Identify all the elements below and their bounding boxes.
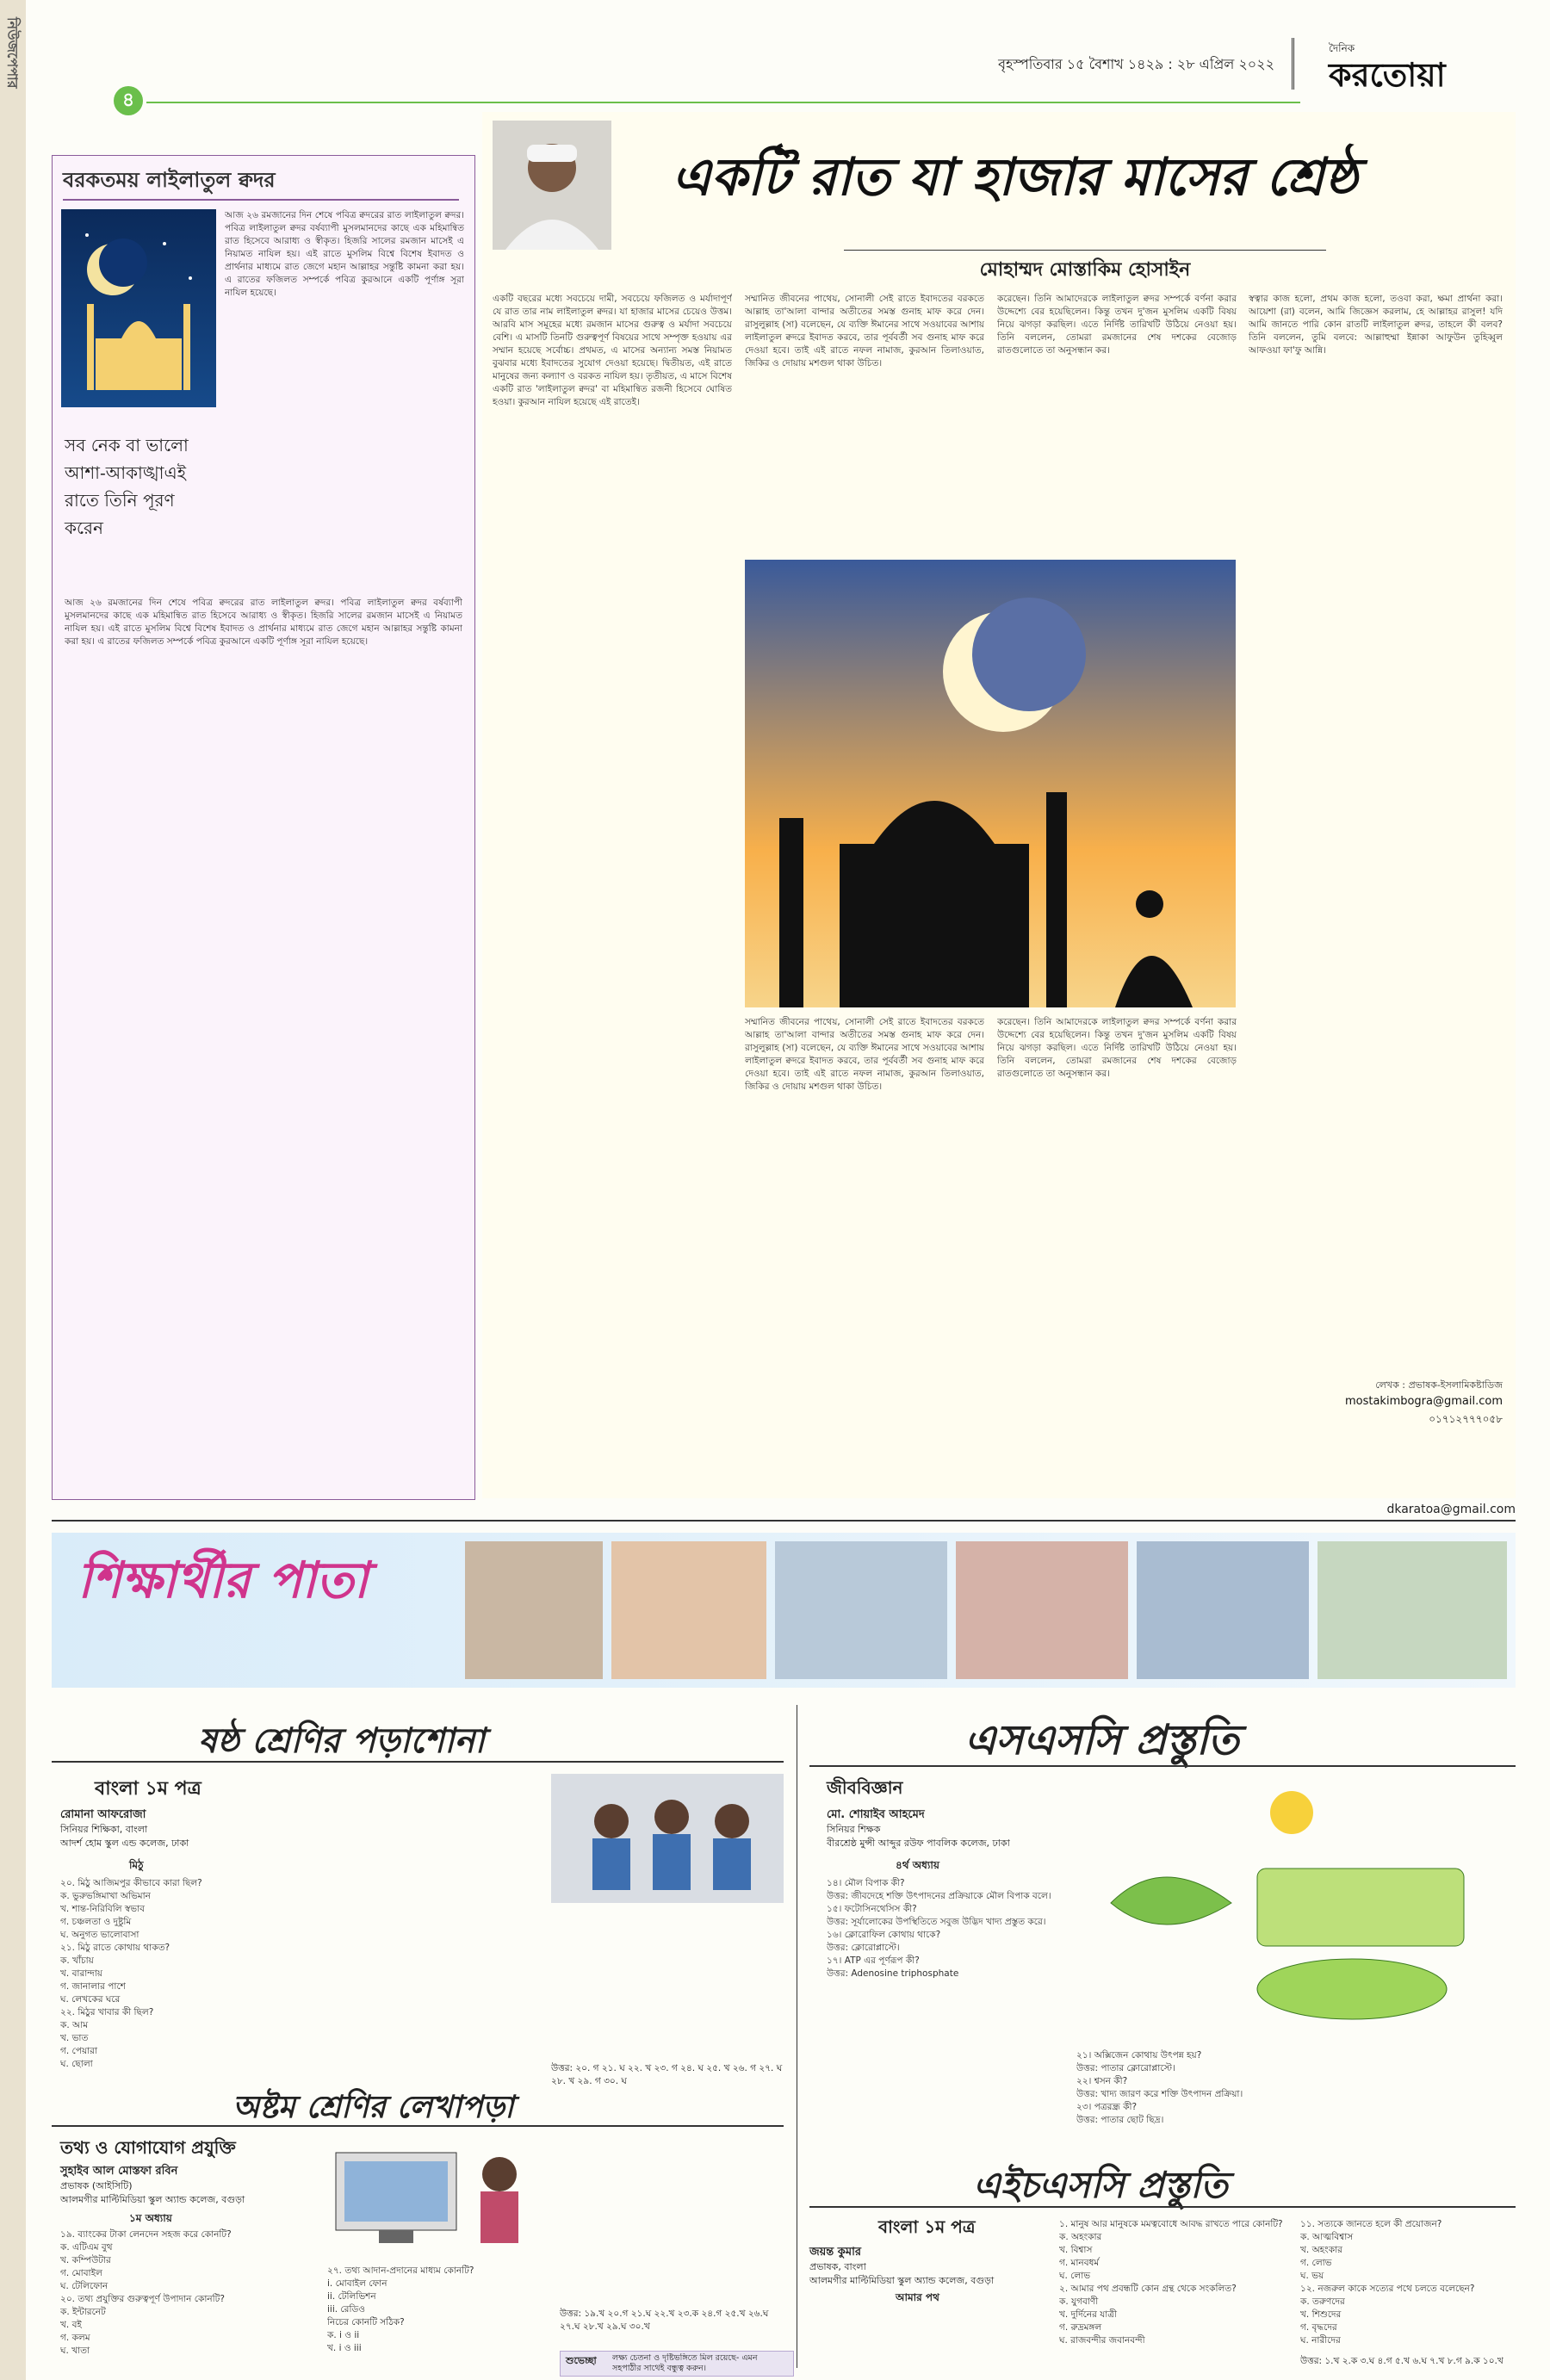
class8-option: ক. i ও ii: [327, 2330, 360, 2340]
ssc-answer: উত্তর: পাতার ছোট ছিদ্র।: [1076, 2115, 1164, 2125]
hsc-title-rule: [809, 2206, 1516, 2208]
class6-option: গ. পেয়ারা: [60, 2046, 97, 2056]
sidebar-quote: সব নেক বা ভালো আশা-আকাঙ্খাএই রাতে তিনি পূরণ করেন: [65, 435, 189, 538]
hsc-teacher: জয়ন্ত কুমার: [809, 2246, 862, 2259]
class8-question: ২০. তথ্য প্রযুক্তির গুরুত্বপূর্ণ উপাদান কোনটি?: [60, 2294, 225, 2304]
hsc-question: ১২. নজরুল কাকে সত্যের পথে চলতে বলেছেন?: [1300, 2284, 1475, 2294]
ssc-answer: উত্তর: সূর্যালোকের উপস্থিতিতে সবুজ উদ্ভিদ খাদ্য প্রস্তুত করে।: [827, 1917, 1046, 1927]
logo: [1292, 38, 1518, 94]
hsc-option: ঘ. রাজবন্দীর জবানবন্দী: [1059, 2335, 1145, 2346]
ssc-question: ১৫। ফটোসিনথেসিস কী?: [827, 1904, 917, 1914]
class8-answers: উত্তর: ১৯.খ ২০.গ ২১.ঘ ২২.খ ২৩.ক ২৪.গ ২৫.খ ২৬.ঘ ২৭.ঘ ২৮.খ ২৯.ঘ ৩০.খ: [560, 2309, 769, 2332]
hsc-option: ক. তরুণদের: [1300, 2296, 1345, 2307]
logo-prefix: দৈনিক: [1329, 42, 1355, 54]
hsc-option: গ. বৃদ্ধদের: [1300, 2322, 1337, 2333]
class6-title-rule: [52, 1761, 784, 1763]
hsc-option: গ. রুদ্রমঙ্গল: [1059, 2322, 1102, 2333]
class6-option: ঘ. অনুগত ভালোবাসা: [60, 1930, 140, 1940]
class8-question: ১৯. ব্যাংকের টাকা লেনদেন সহজ করে কোনটি?: [60, 2229, 232, 2240]
hsc-option: ঘ. ভয়: [1300, 2271, 1324, 2281]
hsc-option: ক. যুগবাণী: [1059, 2296, 1099, 2307]
hsc-questions-col1: [1059, 2218, 1292, 2347]
ssc-question: ২৩। পত্ররন্ধ্র কী?: [1076, 2102, 1138, 2112]
author-rule: [844, 250, 1326, 251]
hsc-question: ১১. সত্যকে জানতে হলে কী প্রয়োজন?: [1300, 2219, 1442, 2229]
hsc-question: ১. মানুষ আর মানুষকে মমত্ববোধে আবদ্ধ রাখতে পারে কোনটি?: [1059, 2219, 1283, 2229]
ssc-qa-col2: [1076, 2049, 1274, 2127]
ssc-answer: উত্তর: পাতার ক্লোরোপ্লাস্টে।: [1076, 2063, 1175, 2073]
notice-title: শুভেচ্ছা: [566, 2355, 597, 2366]
hsc-title: এইচএসসি প্রস্তুতি: [973, 2164, 1228, 2206]
author-email: mostakimbogra@gmail.com: [1344, 1395, 1503, 1408]
mosque-night-image: [61, 209, 216, 407]
ramadan-night-image: [745, 560, 1236, 1007]
leaf-sun-diagram-icon: [1076, 1774, 1507, 2032]
class6-option: ক. ভুরুভঙ্গিমাখা অভিমান: [60, 1891, 151, 1901]
class8-school: আলমগীর মাল্টিমিডিয়া স্কুল অ্যান্ড কলেজ, বগুড়া: [60, 2194, 245, 2205]
class8-title-rule: [52, 2125, 784, 2127]
hsc-subject: বাংলা ১ম পত্র: [878, 2216, 976, 2237]
class8-option: খ. বই: [60, 2320, 82, 2330]
feature-column-1: একটি বছরের মধ্যে সবচেয়ে দামী, সবচেয়ে ফজিলত ও মর্যাদাপূর্ণ যে রাত তার নাম লাইলাতুল ক্বদর। যা হাজার মাসের চেয়েও উত্তম। আরবি মাস সমূহের মধ্যে রমজান মাসের গুরুত্ব ও মর্যাদা সবচেয়ে বেশি। এ মাসটি তিনটি গুরুত্বপূর্ণ বিষয়ের সাথে সম্পৃক্ত হওয়ায় এর সম্মান হয়েছে সর্বোচ্চ। প্রথমত, এ মাসের অন্যান্য সমস্ত নিয়ামত বুঝবার মধ্যে ইবাদতের সুযোগ দেওয়া হয়েছে। দ্বিতীয়ত, এই রাতে মানুষের জন্য কল্যাণ ও বরকত নাযিল হয়। তৃতীয়ত, এ মাসে বিশেষ একটি রাত 'লাইলাতুল ক্বদর' বা মহিমান্বিত রজনী হিসেবে ঘোষিত হওয়া। কুরআন নাযিল হয়েছে এই রাতেই।: [493, 294, 732, 407]
class8-title: অষ্টম শ্রেণির লেখাপড়া: [232, 2089, 514, 2125]
date-line: বৃহস্পতিবার ১৫ বৈশাখ ১৪২৯ : ২৮ এপ্রিল ২০২২: [998, 56, 1274, 72]
class8-option: খ. i ও iii: [327, 2343, 362, 2353]
class8-option: গ. মোবাইল: [60, 2268, 102, 2278]
header-rule: [146, 102, 1300, 103]
students-banner-title: শিক্ষার্থীর পাতা: [78, 1551, 369, 1609]
class8-teacher: সুহাইব আল মোস্তফা রবিন: [60, 2165, 178, 2178]
class6-option: গ. জানালার পাশে: [60, 1981, 126, 1992]
ssc-answer: উত্তর: ক্লোরোপ্লাস্টে।: [827, 1943, 900, 1953]
logo-text: করতোয়া: [1329, 55, 1446, 94]
section-divider: [52, 1520, 1516, 1522]
classroom-photo: [551, 1774, 784, 1903]
sidebar-title-rule: [63, 199, 459, 201]
ssc-question: ১৬। ক্লোরোফিল কোথায় থাকে?: [827, 1930, 941, 1940]
class6-option: খ. বারান্দায়: [60, 1968, 102, 1979]
computer-user-icon: [327, 2135, 551, 2256]
hsc-option: ঘ. লোভ: [1059, 2271, 1091, 2281]
hsc-option: ক. অহংকার: [1059, 2232, 1102, 2242]
author-photo: [493, 121, 611, 250]
class8-questions-col1: [60, 2228, 319, 2358]
ssc-question: ২২। শ্বসন কী?: [1076, 2076, 1128, 2086]
class8-subject: তথ্য ও যোগাযোগ প্রযুক্তি: [60, 2137, 236, 2158]
sidebar-body-bottom: আজ ২৬ রমজানের দিন শেষে পবিত্র ক্বদরের রাত লাইলাতুল ক্বদর। পবিত্র লাইলাতুল ক্বদর বর্ষব্যাপী মুসলমানদের কাছে এক মহিমান্বিত রাত হিসেবে আরাধ্য ও স্বীকৃত। হিজরি সালের রমজান মাসেই এ নিয়ামত নাযিল হয়। এই রাতে মুসলিম বিশ্বে বিশেষ ইবাদত ও প্রার্থনার মাধ্যমে রাত জেগে মহান আল্লাহর সন্তুষ্টি কামনা করা হয়। এ রাতের ফজিলত সম্পর্কে পবিত্র কুরআনে একটি পূর্ণাঙ্গ সূরা নাযিল হয়েছে।: [65, 598, 462, 647]
photosynthesis-diagram: [1076, 1774, 1507, 2032]
feature-author: মোহাম্মদ মোস্তাকিম হোসাইন: [979, 258, 1191, 281]
hsc-questions-col2: [1300, 2218, 1516, 2347]
class6-option: ঘ. লেখকের ঘরে: [60, 1994, 121, 2005]
notice-box: [560, 2351, 794, 2377]
page-number-badge: ৪: [114, 86, 143, 115]
class6-option: খ. ভাত: [60, 2033, 89, 2043]
class6-option: ঘ. ছোলা: [60, 2059, 93, 2069]
class6-questions-col1: [60, 1877, 319, 2071]
class8-question: ২৭. তথ্য আদান-প্রদানের মাধ্যম কোনটি?: [327, 2265, 474, 2276]
sidebar-box: [52, 155, 475, 1500]
mosque-crescent-icon: [745, 560, 1236, 1007]
feature-article: [482, 112, 1516, 1498]
ssc-question: ২১। অক্সিজেন কোথায় উৎপন্ন হয়?: [1076, 2050, 1202, 2061]
class6-question: ২২. মিঠুর খাবার কী ছিল?: [60, 2007, 154, 2017]
ssc-title: এসএসসি প্রস্তুতি: [964, 1716, 1239, 1764]
class6-chapter: মিঠু: [129, 1859, 144, 1871]
feature-column-2b: সম্মানিত জীবনের পাথেয়, সোনালী সেই রাতে ইবাদতের বরকতে আল্লাহ তা'আলা বান্দার অতীতের সমস্ত গুনাহ মাফ করে দেন। রাসুলুল্লাহ (সা) বলেছেন, যে ব্যক্তি ঈমানের সাথে সওয়াবের আশায় লাইলাতুল ক্বদরে ইবাদত করবে, তার পূর্ববর্তী সব গুনাহ মাফ করে দেওয়া হবে। তাই এই রাতে নফল নামাজ, কুরআন তিলাওয়াত, জিকির ও দোয়ায় মশগুল থাকা উচিত।: [745, 1017, 984, 1092]
class8-option: ক. ইন্টারনেট: [60, 2307, 106, 2317]
class6-title: ষষ্ঠ শ্রেণির পড়াশোনা: [198, 1720, 486, 1761]
hsc-option: খ. অহংকার: [1300, 2245, 1342, 2255]
class8-option: খ. কম্পিউটার: [60, 2255, 111, 2265]
feature-column-3b: করেছেন। তিনি আমাদেরকে লাইলাতুল ক্বদর সম্পর্কে বর্ণনা করার উদ্দেশ্যে বের হয়েছিলেন। কিন্তু তখন দু'জন মুসলিম একটি বিষয় নিয়ে ঝগড়া করছিল। এতে নির্দিষ্ট তারিখটি উঠিয়ে নেওয়া হয়। তিনি বললেন, তোমরা রমজানের শেষ দশকের বেজোড় রাতগুলোতে তা অনুসন্ধান কর।: [997, 1017, 1237, 1079]
left-margin-label: নিউজপেপার: [4, 17, 21, 89]
mosque-silhouette-icon: [61, 209, 216, 407]
feature-column-4: স্বত্বার কাজ হলো, প্রথম কাজ হলো, তওবা করা, ক্ষমা প্রার্থনা করা। আয়েশা (রা) বলেন, আমি জিজ্ঞেস করলাম, হে আল্লাহর রাসুল! যদি আমি জানতে পারি কোন রাতটি লাইলাতুল ক্বদর, তাহলে কী বলব? তিনি বললেন, তুমি বলবে: আল্লাহুম্মা ইন্নাকা আফুউন তুহিব্বুল আফওয়া ফা'ফু আন্নি।: [1249, 294, 1503, 356]
hsc-option: খ. দুর্দিনের যাত্রী: [1059, 2309, 1118, 2320]
feature-column-3: করেছেন। তিনি আমাদেরকে লাইলাতুল ক্বদর সম্পর্কে বর্ণনা করার উদ্দেশ্যে বের হয়েছিলেন। কিন্তু তখন দু'জন মুসলিম একটি বিষয় নিয়ে ঝগড়া করছিল। এতে নির্দিষ্ট তারিখটি উঠিয়ে নেওয়া হয়। তিনি বললেন, তোমরা রমজানের শেষ দশকের বেজোড় রাতগুলোতে তা অনুসন্ধান কর।: [997, 294, 1237, 356]
hsc-option: ঘ. নারীদের: [1300, 2335, 1341, 2346]
class8-option: iii. রেডিও: [327, 2304, 365, 2315]
ssc-chapter: ৪র্থ অধ্যায়: [896, 1859, 939, 1871]
person-portrait-icon: [493, 121, 611, 250]
ssc-question: ১৭। ATP এর পূর্ণরূপ কী?: [827, 1955, 920, 1966]
contact-email: dkaratoa@gmail.com: [1386, 1503, 1516, 1516]
class6-option: গ. চঞ্চলতা ও দুষ্টুমি: [60, 1917, 132, 1927]
class6-option: ক. আম: [60, 2020, 89, 2030]
class8-option: ii. টেলিভিশন: [327, 2291, 376, 2302]
class8-option: নিচের কোনটি সঠিক?: [327, 2317, 405, 2327]
hsc-option: গ. লোভ: [1300, 2258, 1332, 2268]
ssc-title-rule: [809, 1765, 1516, 1767]
computer-user-illustration: [327, 2135, 551, 2256]
hsc-school: আলমগীর মাল্টিমিডিয়া স্কুল অ্যান্ড কলেজ, বগুড়া: [809, 2275, 995, 2286]
class6-teacher-role: সিনিয়র শিক্ষিকা, বাংলা: [60, 1824, 148, 1835]
feature-column-2: সম্মানিত জীবনের পাথেয়, সোনালী সেই রাতে ইবাদতের বরকতে আল্লাহ তা'আলা বান্দার অতীতের সমস্ত গুনাহ মাফ করে দেন। রাসুলুল্লাহ (সা) বলেছেন, যে ব্যক্তি ঈমানের সাথে সওয়াবের আশায় লাইলাতুল ক্বদরে ইবাদত করবে, তার পূর্ববর্তী সব গুনাহ মাফ করে দেওয়া হবে। তাই এই রাতে নফল নামাজ, কুরআন তিলাওয়াত, জিকির ও দোয়ায় মশগুল থাকা উচিত।: [745, 294, 984, 369]
class6-option: খ. শান্ত-নিরিবিলি স্বভাব: [60, 1904, 146, 1914]
left-margin-strip: [0, 0, 26, 2380]
class8-chapter: ১ম অধ্যায়: [129, 2212, 172, 2224]
ssc-teacher-role: সিনিয়র শিক্ষক: [827, 1824, 881, 1835]
author-footer: লেখক : প্রভাষক-ইসলামিকষ্টাডিজ: [1375, 1379, 1503, 1391]
class8-option: ক. এটিএম বুথ: [60, 2242, 113, 2253]
sidebar-title: বরকতময় লাইলাতুল ক্বদর: [63, 167, 276, 192]
ssc-teacher: মো. শোয়াইব আহমেদ: [827, 1808, 925, 1821]
hsc-question: ২. আমার পথ প্রবন্ধটি কোন গ্রন্থ থেকে সংকলিত?: [1059, 2284, 1237, 2294]
class8-teacher-role: প্রভাষক (আইসিটি): [60, 2180, 133, 2191]
class6-question: ২০. মিঠু আজিমপুর কীভাবে কারা ছিল?: [60, 1878, 202, 1888]
class6-teacher: রোমানা আফরোজা: [60, 1808, 146, 1821]
class8-questions-col2: [327, 2265, 551, 2355]
sidebar-body-top: আজ ২৬ রমজানের দিন শেষে পবিত্র ক্বদরের রাত লাইলাতুল ক্বদর। পবিত্র লাইলাতুল ক্বদর বর্ষব্যাপী মুসলমানদের কাছে এক মহিমান্বিত রাত হিসেবে আরাধ্য ও স্বীকৃত। হিজরি সালের রমজান মাসেই এ নিয়ামত নাযিল হয়। এই রাতে মুসলিম বিশ্বে বিশেষ ইবাদত ও প্রার্থনার মাধ্যমে রাত জেগে মহান আল্লাহর সন্তুষ্টি কামনা করা হয়। এ রাতের ফজিলত সম্পর্কে পবিত্র কুরআনে একটি পূর্ণাঙ্গ সূরা নাযিল হয়েছে।: [225, 210, 464, 298]
hsc-option: খ. বিশ্বাস: [1059, 2245, 1093, 2255]
class8-option: গ. কলম: [60, 2333, 90, 2343]
class6-answers: উত্তর: ২০. গ ২১. ঘ ২২. খ ২৩. গ ২৪. ঘ ২৫. খ ২৬. গ ২৭. ঘ ২৮. খ ২৯. গ ৩০. ঘ: [551, 2063, 783, 2086]
students-studying-icon: [551, 1774, 784, 1903]
ssc-answer: উত্তর: জীবদেহে শক্তি উৎপাদনের প্রক্রিয়াকে মৌল বিপাক বলে।: [827, 1891, 1051, 1901]
hsc-option: গ. মানবধর্ম: [1059, 2258, 1100, 2268]
class8-option: ঘ. টেলিফোন: [60, 2281, 108, 2291]
class8-option: ঘ. খাতা: [60, 2346, 90, 2356]
hsc-answers: উত্তর: ১.খ ২.ক ৩.ঘ ৪.গ ৫.খ ৬.ঘ ৭.খ ৮.গ ৯.ক ১০.খ: [1300, 2356, 1504, 2366]
students-banner: [52, 1533, 1516, 1688]
ssc-answer: উত্তর: খাদ্য জারণ করে শক্তি উৎপাদন প্রক্রিয়া।: [1076, 2089, 1243, 2099]
ssc-school: বীরশ্রেষ্ঠ মুন্সী আব্দুর রউফ পাবলিক কলেজ, ঢাকা: [827, 1838, 1010, 1849]
ssc-answer: উত্তর: Adenosine triphosphate: [827, 1968, 959, 1979]
class6-question: ২১. মিঠু রাতে কোথায় থাকত?: [60, 1943, 170, 1953]
author-phone: ০১৭১২৭৭৭০৫৮: [1429, 1413, 1503, 1425]
hsc-chapter: আমার পথ: [896, 2291, 939, 2303]
hsc-option: খ. শিশুদের: [1300, 2309, 1342, 2320]
notice-text: লক্ষ্য চেতনা ও দৃষ্টিভঙ্গিতে মিল রয়েছে- এমন সহপাঠীর সাথেই বন্ধুত্ব করুন।: [612, 2353, 758, 2373]
class8-option: i. মোবাইল ফোন: [327, 2278, 388, 2289]
hsc-option: ক. আত্মবিশ্বাস: [1300, 2232, 1354, 2242]
class6-option: ক. খাঁচায়: [60, 1955, 94, 1966]
feature-title: একটি রাত যা হাজার মাসের শ্রেষ্ঠ: [672, 147, 1358, 208]
ssc-subject: জীববিজ্ঞান: [827, 1777, 903, 1798]
class6-school: আদর্শ হোম স্কুল এন্ড কলেজ, ঢাকা: [60, 1838, 189, 1849]
class6-subject: বাংলা ১ম পত্র: [95, 1777, 202, 1800]
ssc-question: ১৪। মৌল বিপাক কী?: [827, 1878, 905, 1888]
hsc-teacher-role: প্রভাষক, বাংলা: [809, 2261, 866, 2272]
ssc-qa-col1: [827, 1877, 1059, 1980]
